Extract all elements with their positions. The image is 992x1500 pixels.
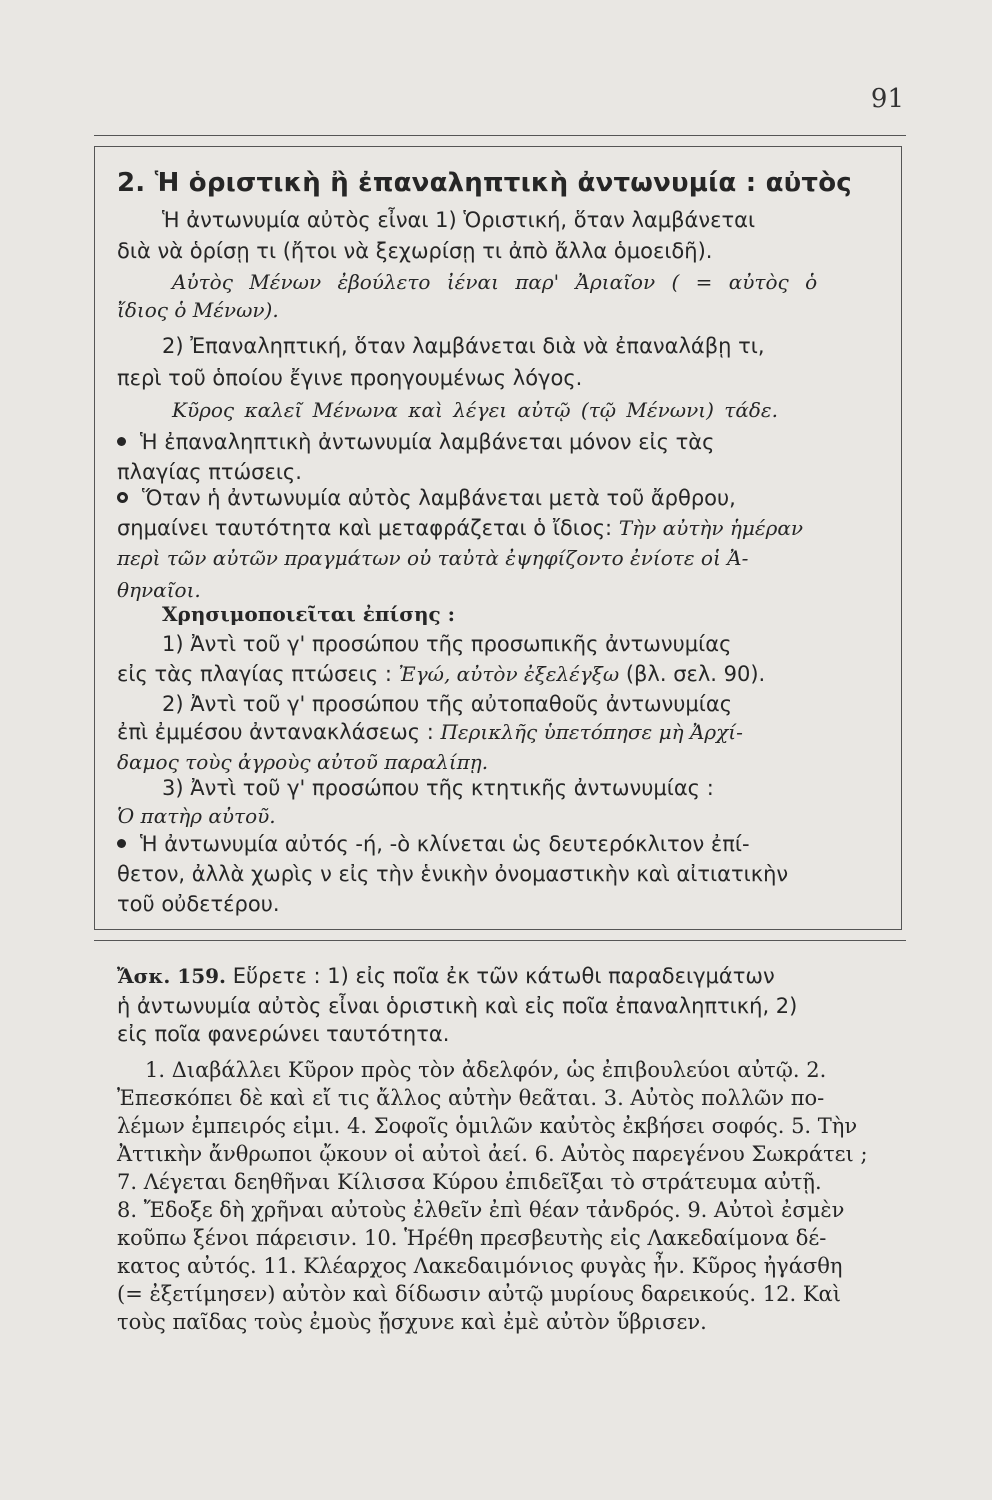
exercise-line-2: ἡ ἀντωνυμία αὐτὸς εἶναι ὁριστικὴ καὶ εἰς ποῖα ἐπαναληπτική, 2) xyxy=(117,994,798,1018)
box-line-10: ἐπὶ ἐμμέσου ἀντανακλάσεως : Περικλῆς ὑπετόπησε μὴ Ἀρχί- xyxy=(117,720,743,744)
section-heading: 2. Ἡ ὁριστικὴ ἢ ἐπαναληπτικὴ ἀντωνυμία : αὐτὸς xyxy=(117,168,852,198)
box-note-1: Ἡ ἐπαναληπτικὴ ἀντωνυμία λαμβάνεται μόνον εἰς τὰς xyxy=(117,432,714,453)
exercise-label: Ἄσκ. 159. xyxy=(117,964,227,988)
box-example-1b: ἴδιος ὁ Μένων). xyxy=(117,298,279,322)
exercise-sentences-6: 8. Ἔδοξε δὴ χρῆναι αὐτοὺς ἐλθεῖν ἐπὶ θέαν τἀνδρός. 9. Αὐτοὶ ἐσμὲν xyxy=(117,1198,845,1222)
bullet-hollow xyxy=(117,492,128,503)
box-example-3a: περὶ τῶν αὐτῶν πραγμάτων οὐ ταὐτὰ ἐψηφίζοντο ἐνίοτε οἱ Ἀ- xyxy=(117,546,749,570)
box-example-3b: θηναῖοι. xyxy=(117,578,201,602)
box-note-2: Ὅταν ἡ ἀντωνυμία αὐτὸς λαμβάνεται μετὰ τοῦ ἄρθρου, xyxy=(117,488,736,509)
exercise-sentences-5: 7. Λέγεται δεηθῆναι Κίλισσα Κύρου ἐπιδεῖξαι τὸ στράτευμα αὐτῇ. xyxy=(117,1170,822,1194)
box-line-6: σημαίνει ταυτότητα καὶ μεταφράζεται ὁ ἴδιος: Τὴν αὐτὴν ἡμέραν xyxy=(117,516,804,540)
exercise-line-3: εἰς ποῖα φανερώνει ταυτότητα. xyxy=(117,1022,450,1046)
box-line-12: θετον, ἀλλὰ χωρὶς ν εἰς τὴν ἑνικὴν ὀνομαστικὴν καὶ αἰτιατικὴν xyxy=(117,862,789,886)
exercise-sentences-2: Ἐπεσκόπει δὲ καὶ εἴ τις ἄλλος αὐτὴν θεᾶται. 3. Αὐτὸς πολλῶν πο- xyxy=(117,1086,825,1110)
exercise-sentences-1: 1. Διαβάλλει Κῦρον πρὸς τὸν ἀδελφόν, ὡς ἐπιβουλεύοι αὐτῷ. 2. xyxy=(145,1058,827,1082)
subheading-also-used: Χρησιμοποιεῖται ἐπίσης : xyxy=(162,602,456,626)
exercise-line-1: Ἄσκ. 159. Εὕρετε : 1) εἰς ποῖα ἐκ τῶν κάτωθι παραδειγμάτων xyxy=(117,964,775,988)
box-line-7: 1) Ἀντὶ τοῦ γ' προσώπου τῆς προσωπικῆς ἀντωνυμίας xyxy=(162,632,732,656)
exercise-sentences-9: (= ἐξετίμησεν) αὐτὸν καὶ δίδωσιν αὐτῷ μυρίους δαρεικούς. 12. Καὶ xyxy=(117,1282,841,1306)
box-line-8: εἰς τὰς πλαγίας πτώσεις : Ἐγώ, αὐτὸν ἐξελέγξω (βλ. σελ. 90). xyxy=(117,662,766,686)
box-example-5: Ὁ πατὴρ αὐτοῦ. xyxy=(117,804,276,828)
box-line-3: 2) Ἐπαναληπτική, ὅταν λαμβάνεται διὰ νὰ ἐπαναλάβῃ τι, xyxy=(162,334,765,358)
box-line-5: πλαγίας πτώσεις. xyxy=(117,460,302,484)
bullet-filled xyxy=(117,437,126,446)
box-example-2: Κῦρος καλεῖ Μένωνα καὶ λέγει αὐτῷ (τῷ Μένωνι) τάδε. xyxy=(172,398,778,422)
box-line-2: διὰ νὰ ὁρίσῃ τι (ἤτοι νὰ ξεχωρίσῃ τι ἀπὸ ἄλλα ὁμοειδῆ). xyxy=(117,239,713,263)
box-note-3: Ἡ ἀντωνυμία αὐτός -ή, -ὸ κλίνεται ὡς δευτερόκλιτον ἐπί- xyxy=(117,834,750,855)
exercise-sentences-8: κατος αὐτός. 11. Κλέαρχος Λακεδαιμόνιος φυγὰς ἦν. Κῦρος ἠγάσθη xyxy=(117,1254,843,1278)
exercise-sentences-3: λέμων ἐμπειρός εἰμι. 4. Σοφοῖς ὁμιλῶν καὐτὸς ἐκβήσει σοφός. 5. Τὴν xyxy=(117,1114,858,1138)
box-example-4: δαμος τοὺς ἀγροὺς αὐτοῦ παραλίπῃ. xyxy=(117,750,489,774)
box-example-1a: Αὐτὸς Μένων ἐβούλετο ἰέναι παρ' Ἀριαῖον ( = αὐτὸς ὁ xyxy=(172,270,818,294)
bottom-rule xyxy=(94,940,906,941)
box-line-13: τοῦ οὐδετέρου. xyxy=(117,892,280,916)
bullet-filled xyxy=(117,839,126,848)
box-line-11: 3) Ἀντὶ τοῦ γ' προσώπου τῆς κτητικῆς ἀντωνυμίας : xyxy=(162,776,714,800)
box-line-4: περὶ τοῦ ὁποίου ἔγινε προηγουμένως λόγος. xyxy=(117,366,583,390)
exercise-sentences-7: κοῦπω ξένοι πάρεισιν. 10. Ἡρέθη πρεσβευτὴς εἰς Λακεδαίμονα δέ- xyxy=(117,1226,827,1250)
top-rule xyxy=(94,135,906,136)
box-line-1: Ἡ ἀντωνυμία αὐτὸς εἶναι 1) Ὁριστική, ὅταν λαμβάνεται xyxy=(162,208,756,232)
exercise-sentences-4: Ἀττικὴν ἄνθρωποι ᾤκουν οἱ αὐτοὶ ἀεί. 6. Αὐτὸς παρεγένου Σωκράτει ; xyxy=(117,1142,868,1166)
box-line-9: 2) Ἀντὶ τοῦ γ' προσώπου τῆς αὐτοπαθοῦς ἀντωνυμίας xyxy=(162,692,733,716)
page-number: 91 xyxy=(870,84,904,114)
exercise-sentences-10: τοὺς παῖδας τοὺς ἐμοὺς ᾔσχυνε καὶ ἐμὲ αὐτὸν ὕβρισεν. xyxy=(117,1310,707,1334)
